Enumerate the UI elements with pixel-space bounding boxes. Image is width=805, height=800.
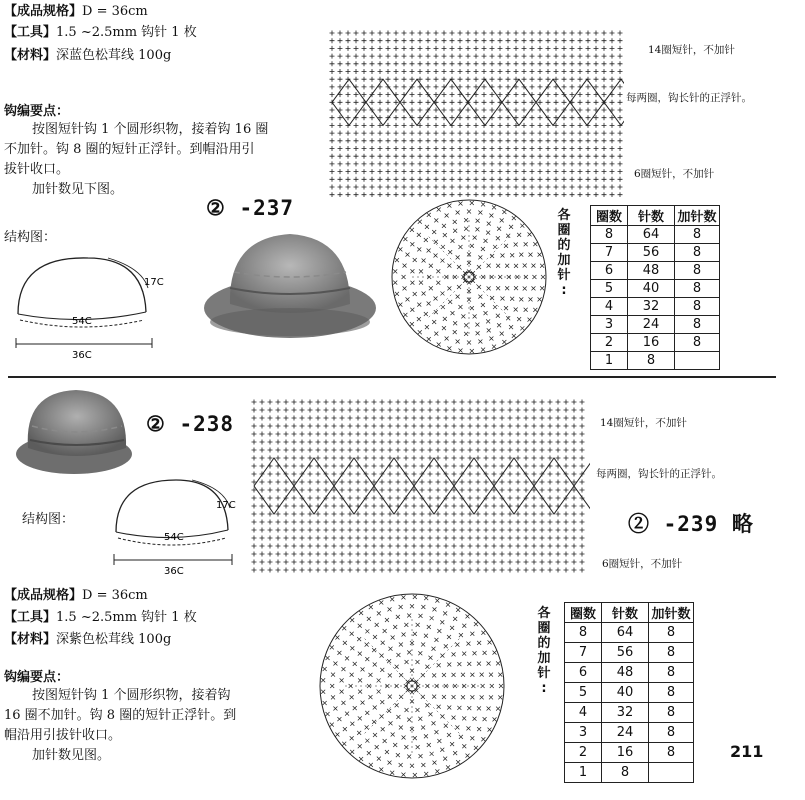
table-row: 4 32 8: [591, 298, 720, 316]
table-row: 4 32 8: [565, 703, 694, 723]
structure-title: 结构图：: [22, 512, 75, 527]
method-text: [4, 686, 304, 766]
diameter-label: 36C: [72, 350, 92, 361]
spec-material-label: 【材料】: [4, 48, 57, 63]
method-line: 按图短针钩 1 个圆形织物，接着钩: [32, 688, 231, 703]
spec-material-value: 深紫色松茸线 100g: [56, 632, 172, 647]
spec-tool-label: 【工具】: [4, 610, 57, 625]
table-row: 8 64 8: [591, 226, 720, 244]
chart-note: 6圈短针，不加针: [634, 168, 715, 180]
chart-note: 14圈短针，不加针: [648, 44, 735, 56]
model-number: ② -238: [146, 412, 235, 436]
hat-outline: [18, 258, 146, 314]
table-row: 1 8: [565, 763, 694, 783]
header-cell: 圈数: [591, 206, 628, 226]
table-row: 5 40 8: [565, 683, 694, 703]
hat-photo: [200, 226, 380, 344]
model-number-239: ② -239 略: [628, 512, 754, 536]
spec-size-value: D = 36cm: [82, 4, 148, 19]
spec-size: [4, 2, 148, 22]
table-header-row: [565, 603, 694, 623]
structure-diagram: [8, 248, 178, 363]
page-number: 211: [730, 742, 764, 761]
chart-note: 14圈短针，不加针: [600, 417, 687, 429]
spec-size-label: 【成品规格】: [4, 4, 83, 19]
stitch-chart-grid: [328, 27, 624, 197]
round-stitch-chart: [390, 198, 550, 358]
table-row: 2 16 8: [591, 334, 720, 352]
method-line: 按图短针钩 1 个圆形织物，接着钩 16 圈: [32, 122, 269, 137]
spec-tool-value: 1.5 ~2.5mm 钩针 1 枚: [56, 610, 197, 625]
spec-material: [4, 46, 171, 66]
table-row: 3 24 8: [565, 723, 694, 743]
header-cell: 加针数: [649, 603, 694, 623]
increase-table: [564, 602, 694, 783]
table-row: 2 16 8: [565, 743, 694, 763]
structure-title: 结构图：: [4, 230, 57, 245]
spec-material-value: 深蓝色松茸线 100g: [56, 48, 172, 63]
table-row: 7 56 8: [591, 244, 720, 262]
height-label: 17C: [144, 277, 164, 288]
header-cell: 针数: [602, 603, 649, 623]
spec-size-label: 【成品规格】: [4, 588, 83, 603]
table-side-label: 各 圈 的 加 针 :: [537, 606, 551, 696]
chart-note: 6圈短针，不加针: [602, 558, 683, 570]
method-line: 不加针。钩 8 圈的短针正浮针。到帽沿用引: [4, 142, 255, 157]
stitch-chart-grid: [250, 396, 590, 576]
spec-tool-label: 【工具】: [4, 25, 57, 40]
increase-table: [590, 205, 720, 370]
chart-note: 每两圈，钩长针的正浮针。: [596, 468, 722, 480]
header-cell: 圈数: [565, 603, 602, 623]
table-row: 8 64 8: [565, 623, 694, 643]
diameter-label: 36C: [164, 566, 184, 577]
method-line: 加针数见图。: [32, 748, 111, 763]
table-row: 6 48 8: [591, 262, 720, 280]
table-header-row: [591, 206, 720, 226]
table-side-label: 各 圈 的 加 针 :: [557, 208, 571, 298]
method-line: 拔针收口。: [4, 162, 70, 177]
spec-size-value: D = 36cm: [82, 588, 148, 603]
spec-tool-value: 1.5 ~2.5mm 钩针 1 枚: [56, 25, 197, 40]
method-line: 帽沿用引拔针收口。: [4, 728, 122, 743]
table-row: 6 48 8: [565, 663, 694, 683]
method-line: 加针数见下图。: [32, 182, 124, 197]
table-row: 7 56 8: [565, 643, 694, 663]
structure-diagram: [108, 470, 248, 578]
circumference-label: 54C: [72, 316, 92, 327]
table-row: 3 24 8: [591, 316, 720, 334]
hat-photo: [14, 386, 144, 478]
method-title: 钩编要点：: [4, 670, 70, 685]
method-text: [4, 120, 314, 200]
chart-note: 每两圈，钩长针的正浮针。: [626, 92, 752, 104]
spec-tool: [4, 23, 197, 43]
header-cell: 加针数: [675, 206, 720, 226]
method-title: 钩编要点：: [4, 104, 70, 119]
table-row: 5 40 8: [591, 280, 720, 298]
spec-size: [4, 586, 148, 606]
table-row: 1 8: [591, 352, 720, 370]
spec-material-label: 【材料】: [4, 632, 57, 647]
spec-tool: [4, 608, 197, 628]
circumference-label: 54C: [164, 532, 184, 543]
hat-outline: [116, 480, 228, 532]
section-divider: [8, 376, 776, 378]
height-label: 17C: [216, 500, 236, 511]
header-cell: 针数: [628, 206, 675, 226]
round-stitch-chart: [318, 592, 508, 782]
model-number: ② -237: [206, 196, 295, 220]
method-line: 16 圈不加针。钩 8 圈的短针正浮针。到: [4, 708, 237, 723]
spec-material: [4, 630, 171, 650]
